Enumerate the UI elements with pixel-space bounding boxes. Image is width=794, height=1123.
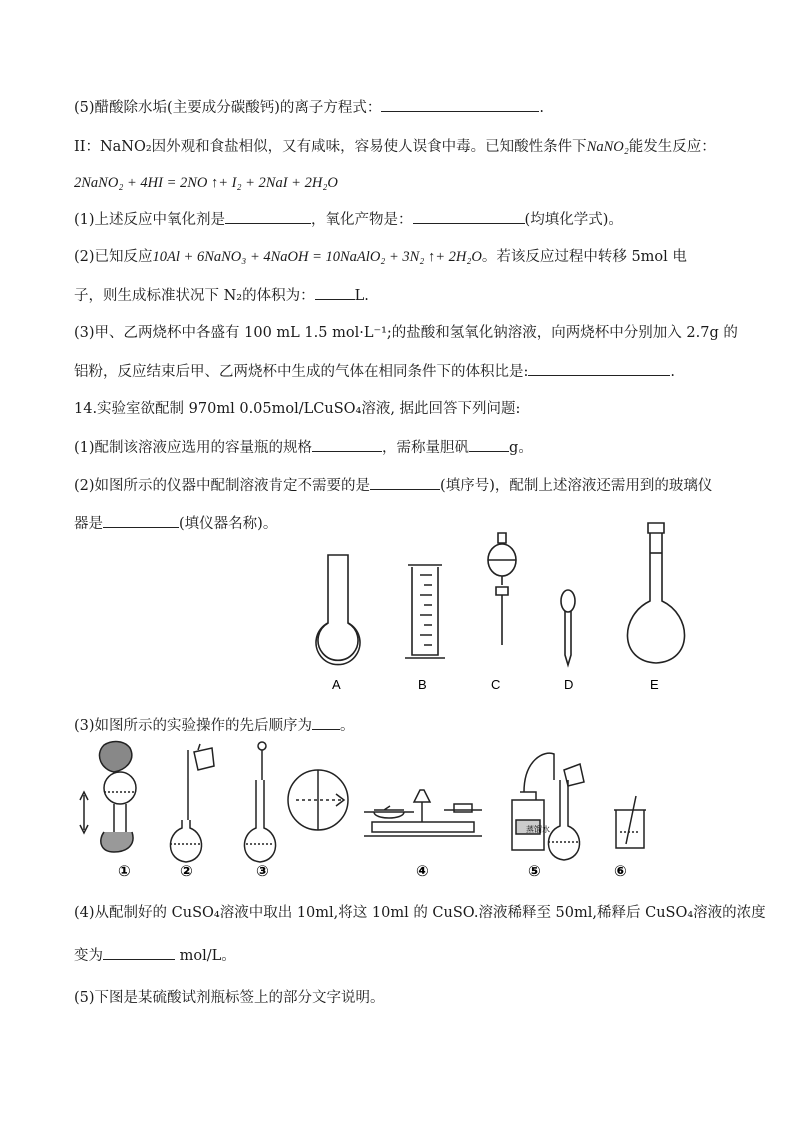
beaker-stir-step <box>614 796 646 848</box>
dropper-flask-step <box>244 742 348 862</box>
label-d: D <box>564 677 574 692</box>
wash-bottle-step <box>512 753 584 860</box>
order-blank[interactable] <box>312 715 340 730</box>
question-5-line <box>74 97 734 118</box>
volume-blank[interactable] <box>315 285 355 300</box>
q2-text-c: 子，则生成标准状况下 N₂的体积为： <box>74 288 315 304</box>
p2-text-b: (填序号)，配制上述溶液还需用到的玻璃仪 <box>440 478 713 494</box>
p2-text-d: (填仪器名称)。 <box>179 516 278 532</box>
period: . <box>539 100 544 116</box>
label-c: C <box>491 677 501 692</box>
q14-part4: (4)从配制好的 CuSO₄溶液中取出 10ml,将这 10ml 的 CuSO.溶液稀释至 50ml,稀释后 CuSO₄溶液的浓度 <box>74 905 766 921</box>
p2-text-c: 器是 <box>74 516 103 532</box>
part-ii-q3-cont <box>74 361 734 382</box>
step-1-label: ① <box>118 862 131 880</box>
unneeded-blank[interactable] <box>370 475 440 490</box>
q2-unit: L. <box>354 288 369 304</box>
pour-flask-step <box>170 744 214 862</box>
q2-text-b: 。若该反应过程中转移 5mol 电 <box>481 249 687 265</box>
oxidant-blank[interactable] <box>225 209 311 224</box>
q14-part3 <box>74 715 734 736</box>
p1-unit: g。 <box>509 440 533 456</box>
operations-figure <box>74 740 654 880</box>
p4-text-b: 变为 <box>74 948 103 964</box>
q3-end: . <box>670 364 675 380</box>
label-a: A <box>332 677 341 692</box>
part-ii-intro-text: II：NaNO₂因外观和食盐相似，又有咸味，容易使人误食中毒。已知酸性条件下 <box>74 139 587 155</box>
q3-text-b: 铝粉，反应结束后甲、乙两烧杯中生成的气体在相同条件下的体积比是: <box>74 364 529 380</box>
reaction-equation: 2NaNO₂ + 4HI = 2NO ↑+ I₂ + 2NaI + 2H₂O <box>74 175 338 191</box>
apparatus-figure <box>300 515 700 695</box>
step-4-label: ④ <box>416 862 429 880</box>
step-6-label: ⑥ <box>614 862 627 880</box>
q14-part2 <box>74 475 734 496</box>
question-5-text: (5)醋酸除水垢(主要成分碳酸钙)的离子方程式： <box>74 100 382 116</box>
concentration-blank[interactable] <box>103 945 175 960</box>
round-bottom-flask-icon <box>316 555 360 665</box>
q1-text-c: (均填化学式)。 <box>524 212 623 228</box>
part-ii-q2 <box>74 247 734 267</box>
part-ii-intro <box>74 137 734 157</box>
oxidation-product-blank[interactable] <box>413 209 525 224</box>
bottle-label: 蒸馏水 <box>526 825 550 834</box>
separatory-funnel-icon <box>488 533 516 645</box>
q14-part4-cont <box>74 945 734 966</box>
balance-step <box>364 790 482 836</box>
label-e: E <box>650 677 659 692</box>
q14-part1 <box>74 437 734 458</box>
step-5-label: ⑤ <box>528 862 541 880</box>
graduated-cylinder-icon <box>405 565 445 658</box>
step-2-label: ② <box>180 862 193 880</box>
dropper-icon <box>561 590 575 665</box>
ratio-blank[interactable] <box>528 361 670 376</box>
p2-text: (2)如图所示的仪器中配制溶液肯定不需要的是 <box>74 478 371 494</box>
question-14-title: 14.实验室欲配制 970ml 0.05mol/LCuSO₄溶液, 据此回答下列问题: <box>74 401 521 417</box>
step-3-label: ③ <box>256 862 269 880</box>
flask-size-blank[interactable] <box>312 437 382 452</box>
q14-part5: (5)下图是某硫酸试剂瓶标签上的部分文字说明。 <box>74 990 385 1006</box>
q2-text: (2)已知反应 <box>74 249 153 265</box>
q2-equation: 10Al + 6NaNO₃ + 4NaOH = 10NaAlO₂ + 3N₂ ↑+ 2H₂O <box>152 249 482 265</box>
label-b: B <box>418 677 427 692</box>
part-ii-q1 <box>74 209 734 230</box>
volumetric-flask-icon <box>627 523 684 663</box>
answer-blank[interactable] <box>381 97 539 112</box>
part-ii-q2-cont <box>74 285 734 306</box>
p4-unit: mol/L。 <box>175 948 236 964</box>
p1-text-b: ，需称量胆矾 <box>382 440 470 456</box>
q1-text: (1)上述反应中氧化剂是 <box>74 212 226 228</box>
part-ii-q3: (3)甲、乙两烧杯中各盛有 100 mL 1.5 mol·L⁻¹;的盐酸和氢氧化钠溶液，向两烧杯中分别加入 2.7g 的 <box>74 325 738 341</box>
mass-blank[interactable] <box>469 437 509 452</box>
q1-text-b: ，氧化产物是： <box>311 212 413 228</box>
glassware-blank[interactable] <box>103 513 179 528</box>
p1-text: (1)配制该溶液应选用的容量瓶的规格 <box>74 440 313 456</box>
part-ii-intro-end: 能发生反应： <box>628 139 716 155</box>
shake-flask-step <box>80 742 136 852</box>
p3-end: 。 <box>340 718 355 734</box>
intro-formula: NaNO₂ <box>586 139 629 155</box>
p3-text: (3)如图所示的实验操作的先后顺序为 <box>74 718 313 734</box>
